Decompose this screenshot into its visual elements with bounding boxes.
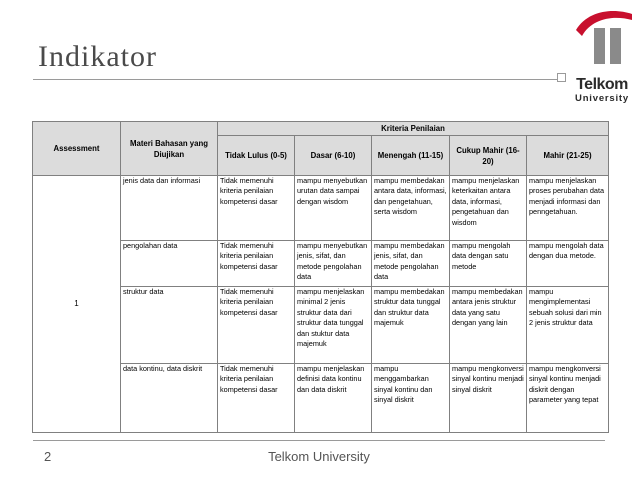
criteria-cell: mampu menjelaskan keterkaitan antara data, informasi, pengetahuan dan wisdom bbox=[450, 176, 527, 241]
criteria-cell: mampu mengimplementasi sebuah solusi dari min 2 jenis struktur data bbox=[527, 287, 609, 364]
header-level-mahir: Mahir (21-25) bbox=[527, 136, 609, 176]
header-level-menengah: Menengah (11-15) bbox=[372, 136, 450, 176]
criteria-cell: Tidak memenuhi kriteria penilaian kompetensi dasar bbox=[218, 241, 295, 287]
logo-brand-text: Telkom bbox=[576, 76, 628, 93]
header-assessment: Assessment bbox=[33, 122, 121, 176]
criteria-cell: Tidak memenuhi kriteria penilaian kompetensi dasar bbox=[218, 176, 295, 241]
logo-left-bar bbox=[594, 28, 605, 64]
header-materi: Materi Bahasan yang Diujikan bbox=[121, 122, 218, 176]
indikator-rubric-table bbox=[32, 121, 609, 433]
header-level-cukup-mahir: Cukup Mahir (16-20) bbox=[450, 136, 527, 176]
header-level-dasar: Dasar (6-10) bbox=[295, 136, 372, 176]
title-divider bbox=[33, 79, 557, 80]
telkom-logo-wordmark bbox=[566, 76, 638, 104]
logo-right-bar bbox=[610, 28, 621, 64]
criteria-cell: mampu mengkonversi sinyal kontinu menjadi diskrit dengan parameter yang tepat bbox=[527, 364, 609, 433]
page-number: 2 bbox=[44, 449, 52, 464]
criteria-cell: mampu menjelaskan definisi data kontinu dan data diskrit bbox=[295, 364, 372, 433]
criteria-cell: mampu membedakan jenis, sifat, dan metode pengolahan data bbox=[372, 241, 450, 287]
logo-sub-text: University bbox=[575, 93, 629, 104]
criteria-cell: mampu mengolah data dengan satu metode bbox=[450, 241, 527, 287]
materi-cell: pengolahan data bbox=[121, 241, 218, 287]
footer-text: Telkom University bbox=[268, 449, 370, 464]
criteria-cell: mampu mengkonversi sinyal kontinu menjadi sinyal diskrit bbox=[450, 364, 527, 433]
criteria-cell: mampu membedakan antara jenis struktur data yang satu dengan yang lain bbox=[450, 287, 527, 364]
criteria-cell: mampu menyebutkan urutan data sampai dengan wisdom bbox=[295, 176, 372, 241]
criteria-cell: mampu menjelaskan minimal 2 jenis struktur data dari struktur data tunggal dan stuktur data majemuk bbox=[295, 287, 372, 364]
footer-divider bbox=[33, 440, 605, 441]
header-kriteria: Kriteria Penilaian bbox=[218, 122, 609, 136]
materi-cell: jenis data dan informasi bbox=[121, 176, 218, 241]
criteria-cell: mampu membedakan struktur data tunggal dan struktur data majemuk bbox=[372, 287, 450, 364]
header-level-tidak-lulus: Tidak Lulus (0-5) bbox=[218, 136, 295, 176]
criteria-cell: Tidak memenuhi kriteria penilaian kompetensi dasar bbox=[218, 287, 295, 364]
slide-title: Indikator bbox=[38, 40, 157, 73]
criteria-cell: mampu menjelaskan proses perubahan data menjadi informasi dan penngetahuan. bbox=[527, 176, 609, 241]
criteria-cell: mampu mengolah data dengan dua metode. bbox=[527, 241, 609, 287]
materi-cell: data kontinu, data diskrit bbox=[121, 364, 218, 433]
criteria-cell: mampu menyebutkan jenis, sifat, dan metode pengolahan data bbox=[295, 241, 372, 287]
criteria-cell: mampu menggambarkan sinyal kontinu dan sinyal diskrit bbox=[372, 364, 450, 433]
criteria-cell: mampu membedakan antara data, informasi, dan pengetahuan, serta wisdom bbox=[372, 176, 450, 241]
materi-cell: struktur data bbox=[121, 287, 218, 364]
table-row bbox=[33, 176, 609, 241]
criteria-cell: Tidak memenuhi kriteria penilaian kompetensi dasar bbox=[218, 364, 295, 433]
assessment-number: 1 bbox=[33, 176, 121, 433]
